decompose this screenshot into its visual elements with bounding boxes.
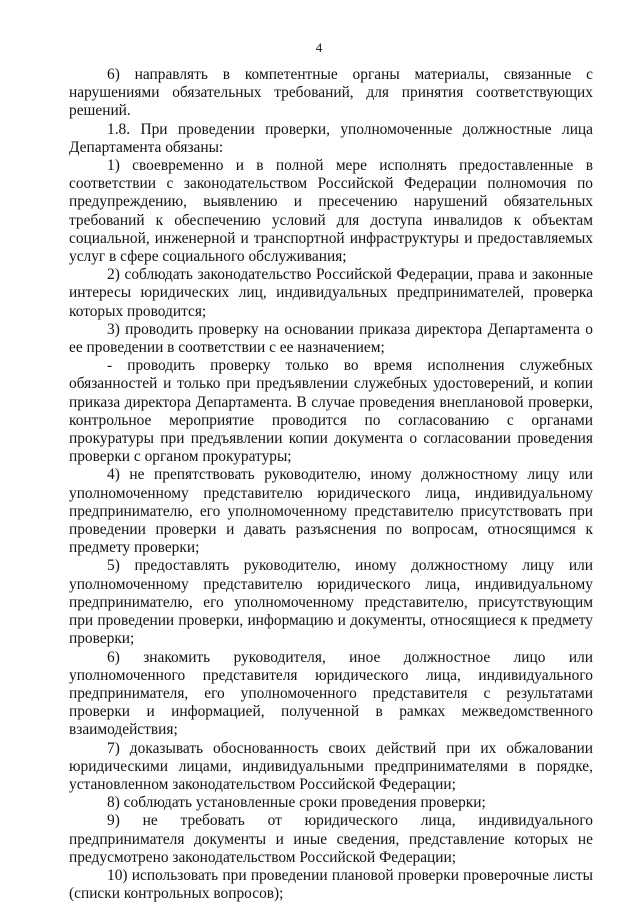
paragraph-obligation-2: 2) соблюдать законодательство Российской Федерации, права и законные интересы юридических лиц, индивидуальных предпринимателей, проверка которых проводится;: [69, 266, 593, 320]
paragraph-obligation-6: 6) знакомить руководителя, иное должностное лицо или уполномоченного представителя юридического лица, индивидуального предпринимателя, его уполномоченного представителя с результатами проверки и информацией, полученной в рамках межведомственного взаимодействия;: [69, 648, 593, 739]
paragraph-obligation-10: 10) использовать при проведении плановой проверки проверочные листы (списки контрольных вопросов);: [69, 866, 593, 903]
document-body: [69, 66, 593, 903]
paragraph-obligation-3: 3) проводить проверку на основании приказа директора Департамента о ее проведении в соответствии с ее назначением;: [69, 320, 593, 357]
paragraph-item-6-submit-materials: 6) направлять в компетентные органы материалы, связанные с нарушениями обязательных требований, для принятия соответствующих решений.: [69, 66, 593, 120]
paragraph-obligation-1: 1) своевременно и в полной мере исполнять предоставленные в соответствии с законодательством Российской Федерации полномочия по предупреждению, выявлению и пресечению нарушений обязательных требований к обеспечению условий для доступа инвалидов к объектам социальной, инженерной и транспортной инфраструктуры и предоставляемых услуг в сфере социального обслуживания;: [69, 157, 593, 266]
paragraph-obligation-3-dash: - проводить проверку только во время исполнения служебных обязанностей и только при предъявлении служебных удостоверений, и копии приказа директора Департамента. В случае проведения внеплановой проверки, контрольное мероприятие проводится по согласованию с органами прокуратуры при предъявлении копии документа о согласовании проведения проверки с органом прокуратуры;: [69, 357, 593, 466]
page-number: 4: [315, 40, 323, 55]
paragraph-obligation-7: 7) доказывать обоснованность своих действий при их обжаловании юридическими лицами, индивидуальными предпринимателями в порядке, установленном законодательством Российской Федерации;: [69, 739, 593, 793]
paragraph-obligation-4: 4) не препятствовать руководителю, иному должностному лицу или уполномоченному представителю юридического лица, индивидуальному предпринимателю, его уполномоченному представителю присутствовать при проведении проверки и давать разъяснения по вопросам, относящимся к предмету проверки;: [69, 466, 593, 557]
paragraph-obligation-5: 5) предоставлять руководителю, иному должностному лицу или уполномоченному представителю юридического лица, индивидуальному предпринимателю, его уполномоченному представителю, присутствующим при проведении проверки, информацию и документы, относящиеся к предмету проверки;: [69, 557, 593, 648]
paragraph-1-8-obligations-heading: 1.8. При проведении проверки, уполномоченные должностные лица Департамента обязаны:: [69, 120, 593, 156]
paragraph-obligation-8: 8) соблюдать установленные сроки проведения проверки;: [107, 794, 486, 812]
paragraph-obligation-9: 9) не требовать от юридического лица, индивидуального предпринимателя документы и иные сведения, представление которых не предусмотрено законодательством Российской Федерации;: [69, 812, 593, 866]
